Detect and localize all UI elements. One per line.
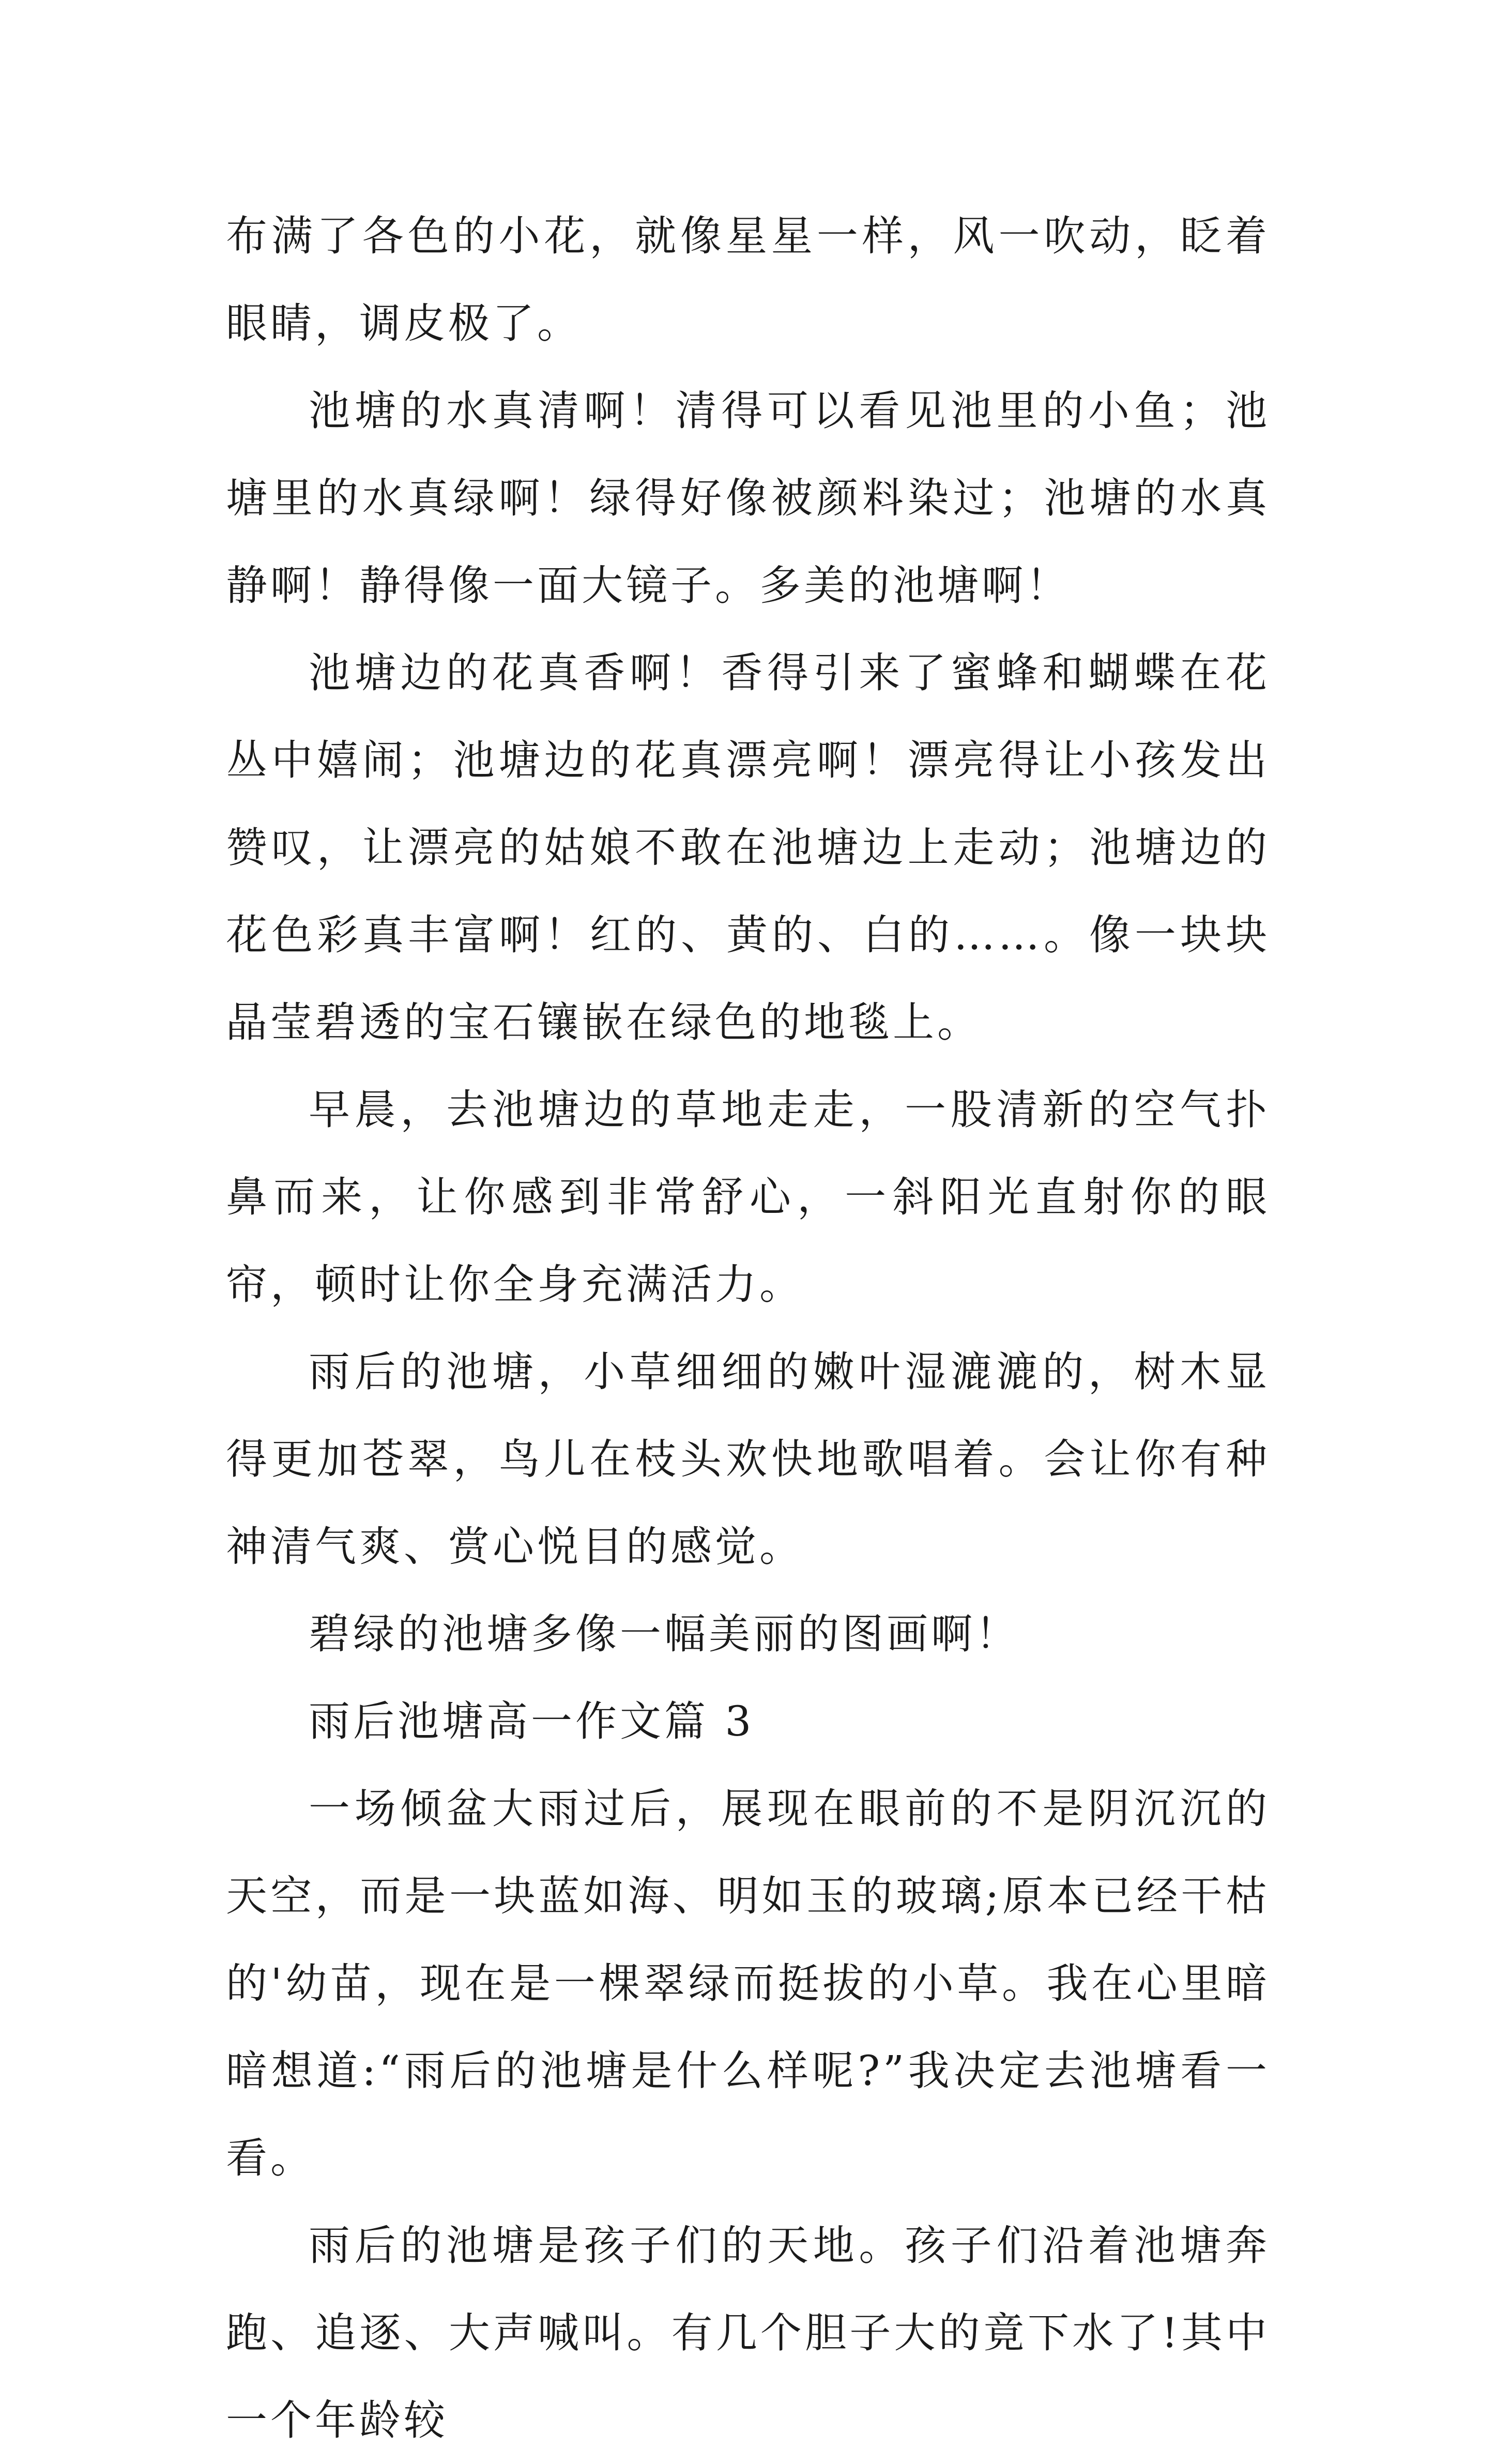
paragraph-flower-continuation: 布满了各色的小花，就像星星一样，风一吹动，眨着眼睛，调皮极了。 xyxy=(226,212,1270,347)
article-body xyxy=(226,192,1270,2464)
paragraph-morning: 早晨，去池塘边的草地走走，一股清新的空气扑鼻而来，让你感到非常舒心，一斜阳光直射你的眼帘，顿时让你全身充满活力。 xyxy=(226,1086,1270,1309)
paragraph-after-rain: 雨后的池塘，小草细细的嫩叶湿漉漉的，树木显得更加苍翠，鸟儿在枝头欢快地歌唱着。会让你有种神清气爽、赏心悦目的感觉。 xyxy=(226,1348,1270,1571)
paragraph-green-pond: 碧绿的池塘多像一幅美丽的图画啊！ xyxy=(309,1610,1020,1658)
paragraph-pond-flowers: 池塘边的花真香啊！香得引来了蜜蜂和蝴蝶在花丛中嬉闹；池塘边的花真漂亮啊！漂亮得让小孩发出赞叹，让漂亮的姑娘不敢在池塘边上走动；池塘边的花色彩真丰富啊！红的、黄的、白的……。像一块块晶莹碧透的宝石镶嵌在绿色的地毯上。 xyxy=(226,649,1270,1046)
paragraph-children: 雨后的池塘是孩子们的天地。孩子们沿着池塘奔跑、追逐、大声喊叫。有几个胆子大的竟下水了!其中一个年龄较 xyxy=(226,2222,1270,2444)
paragraph-pond-water: 池塘的水真清啊！清得可以看见池里的小鱼；池塘里的水真绿啊！绿得好像被颜料染过；池塘的水真静啊！静得像一面大镜子。多美的池塘啊！ xyxy=(226,387,1270,610)
section-heading: 雨后池塘高一作文篇 3 xyxy=(309,1697,755,1745)
paragraph-heavy-rain: 一场倾盆大雨过后，展现在眼前的不是阴沉沉的天空，而是一块蓝如海、明如玉的玻璃;原本已经干枯的'幼苗，现在是一棵翠绿而挺拔的小草。我在心里暗暗想道:“雨后的池塘是什么样呢?”我决定去池塘看一看。 xyxy=(226,1785,1270,2182)
